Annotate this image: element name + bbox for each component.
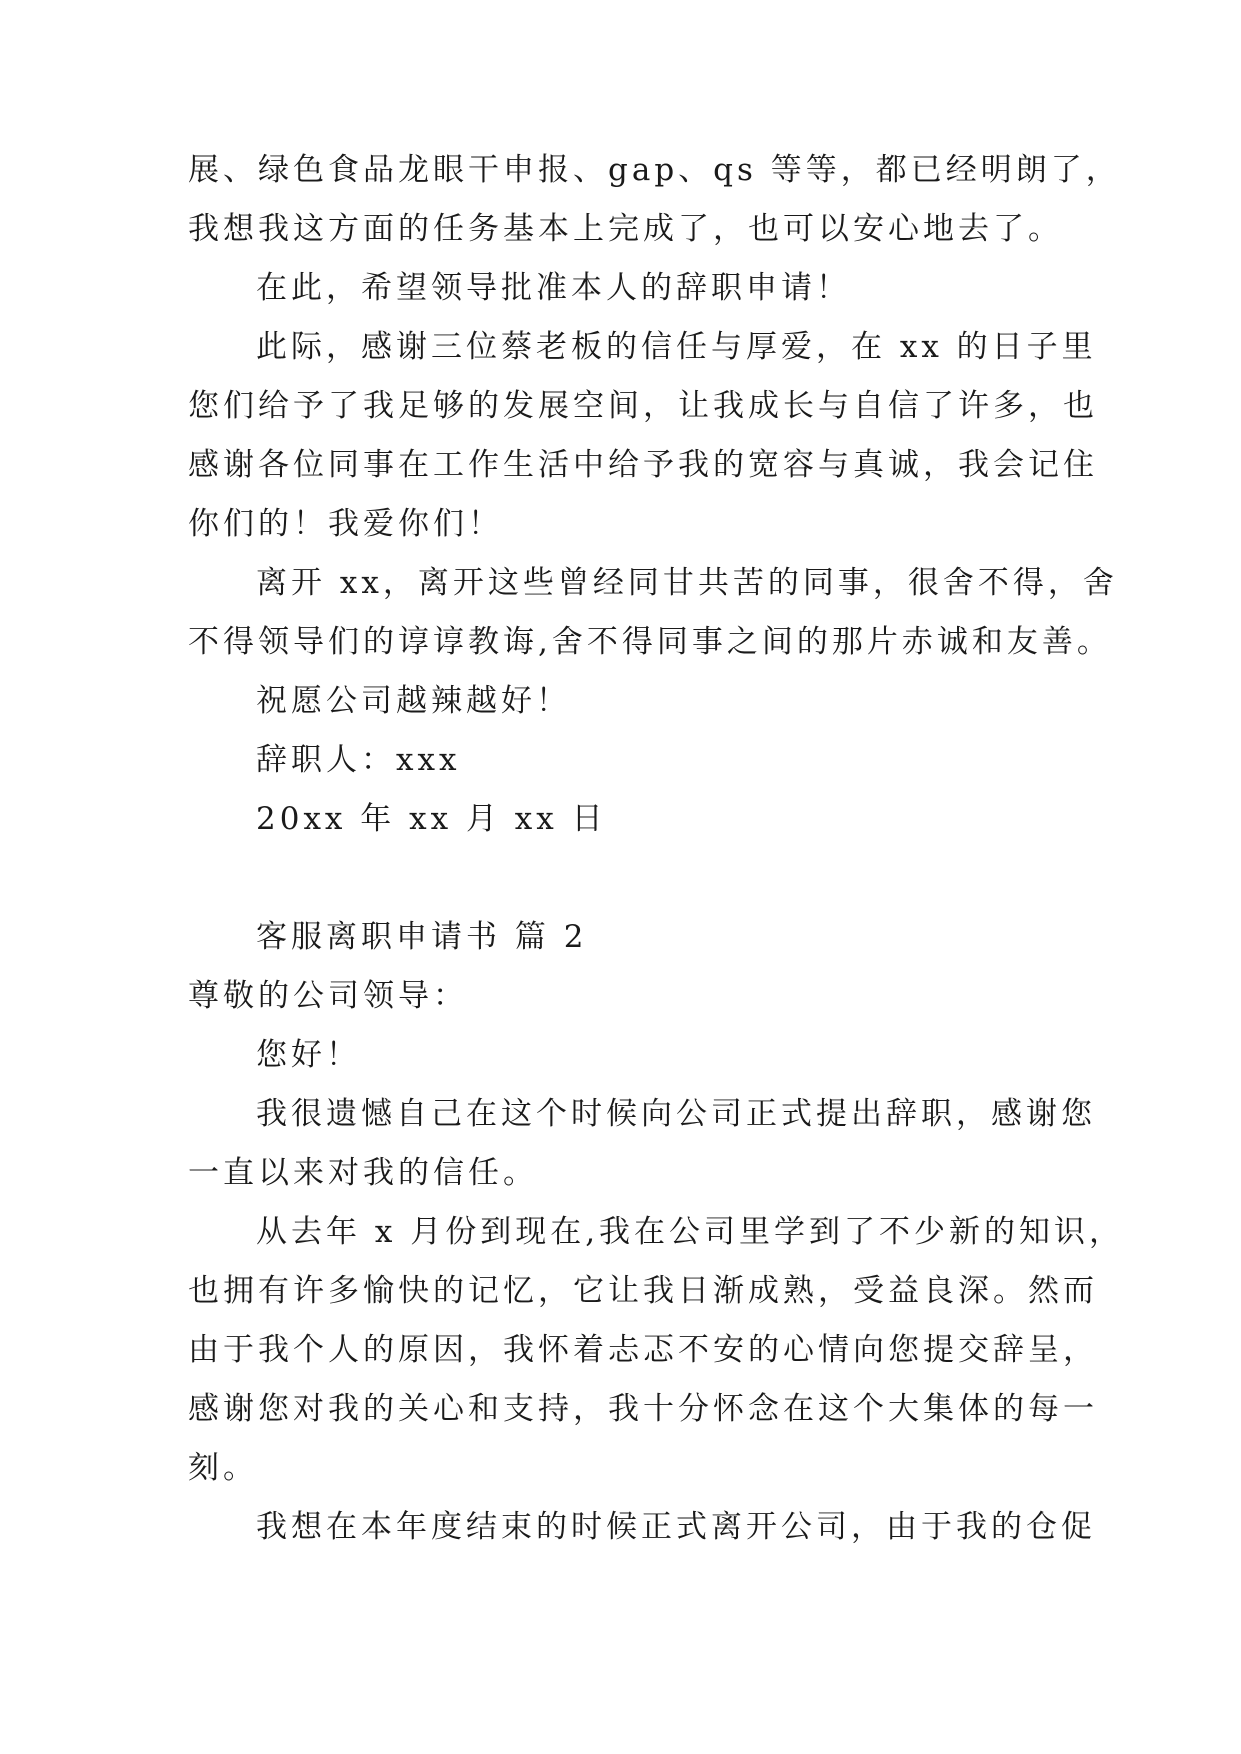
text-line: 不得领导们的谆谆教诲,舍不得同事之间的那片赤诚和友善。 [188,624,1112,660]
text-line: 从去年 x 月份到现在,我在公司里学到了不少新的知识， [256,1214,1125,1250]
text-line: 一直以来对我的信任。 [188,1155,538,1191]
text-line: 在此，希望领导批准本人的辞职申请！ [256,270,851,306]
section-title: 客服离职申请书 篇 2 [256,919,588,955]
text-line: 展、绿色食品龙眼干申报、gap、qs 等等，都已经明朗了， [188,152,1121,188]
text-line: 你们的！我爱你们！ [188,506,503,542]
text-line: 离开 xx，离开这些曾经同甘共苦的同事，很舍不得，舍 [256,565,1118,601]
text-line: 您们给予了我足够的发展空间，让我成长与自信了许多，也 [188,388,1098,424]
text-line: 由于我个人的原因，我怀着忐忑不安的心情向您提交辞呈， [188,1332,1098,1368]
text-line: 祝愿公司越辣越好！ [256,683,571,719]
text-line: 也拥有许多愉快的记忆，它让我日渐成熟，受益良深。然而 [188,1273,1098,1309]
salutation: 尊敬的公司领导： [188,978,468,1014]
greeting: 您好！ [256,1037,361,1073]
text-line: 感谢您对我的关心和支持，我十分怀念在这个大集体的每一 [188,1391,1098,1427]
signature-line: 辞职人：xxx [256,742,461,778]
text-line: 我想在本年度结束的时候正式离开公司，由于我的仓促 [256,1509,1096,1545]
text-line: 我想我这方面的任务基本上完成了，也可以安心地去了。 [188,211,1063,247]
text-line: 我很遗憾自己在这个时候向公司正式提出辞职，感谢您 [256,1096,1096,1132]
text-line: 此际，感谢三位蔡老板的信任与厚爱，在 xx 的日子里 [256,329,1097,365]
text-line: 刻。 [188,1450,258,1486]
date-line: 20xx 年 xx 月 xx 日 [256,801,607,837]
text-line: 感谢各位同事在工作生活中给予我的宽容与真诚，我会记住 [188,447,1098,483]
